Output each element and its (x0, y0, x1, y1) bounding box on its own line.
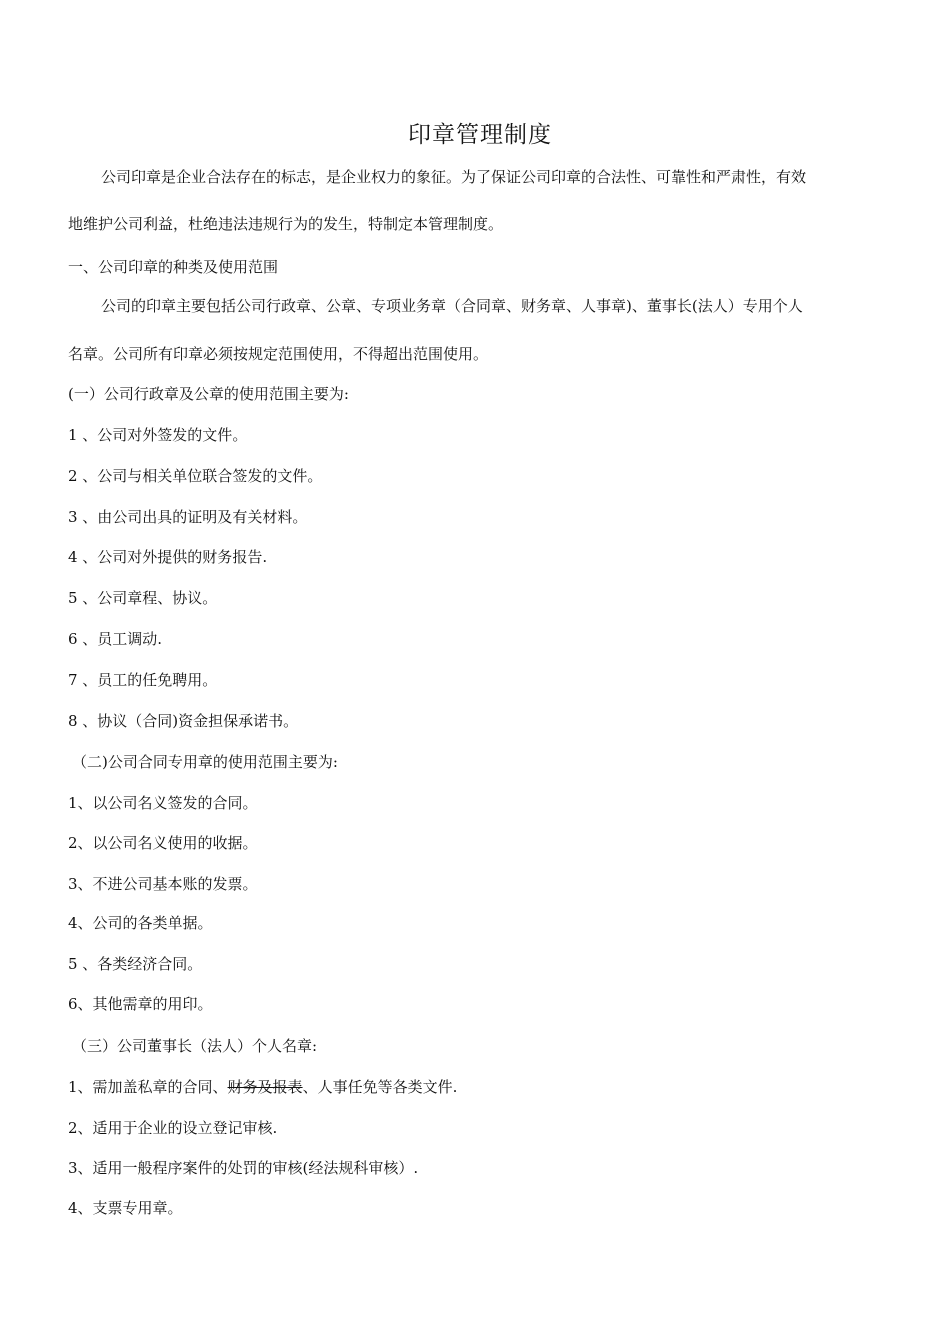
list-item: 1 、公司对外签发的文件。 (68, 426, 248, 444)
list-item (68, 1076, 457, 1097)
list-item: 2、适用于企业的设立登记审核. (68, 1119, 278, 1137)
subsection-2-heading: （二)公司合同专用章的使用范围主要为: (72, 753, 338, 771)
list-item: 1、以公司名义签发的合同。 (68, 794, 258, 812)
list-item: 6、其他需章的用印。 (68, 995, 213, 1013)
list-item-text: 1、需加盖私章的合同、 (68, 1078, 228, 1096)
list-item: 2 、公司与相关单位联合签发的文件。 (68, 467, 323, 485)
list-item: 3 、由公司出具的证明及有关材料。 (68, 508, 308, 526)
section-1-paragraph-line-2: 名章。公司所有印章必须按规定范围使用，不得超出范围使用。 (68, 345, 489, 363)
intro-line-1: 公司印章是企业合法存在的标志，是企业权力的象征。为了保证公司印章的合法性、可靠性和严肃性，有效 (101, 168, 807, 186)
intro-line-2: 地维护公司利益，杜绝违法违规行为的发生，特制定本管理制度。 (68, 215, 504, 233)
list-item: 4、支票专用章。 (68, 1199, 183, 1217)
list-item: 3、不进公司基本账的发票。 (68, 875, 258, 893)
subsection-3-heading: （三）公司董事长（法人）个人名章: (72, 1037, 318, 1055)
section-1-paragraph-line-1: 公司的印章主要包括公司行政章、公章、专项业务章（合同章、财务章、人事章)、董事长(法人）专用个人 (101, 297, 803, 315)
list-item: 3、适用一般程序案件的处罚的审核(经法规科审核）. (68, 1159, 419, 1177)
list-item: 4 、公司对外提供的财务报告. (68, 548, 268, 566)
list-item: 2、以公司名义使用的收据。 (68, 834, 258, 852)
list-item: 4、公司的各类单据。 (68, 914, 213, 932)
section-1-heading: 一、公司印章的种类及使用范围 (68, 258, 279, 276)
struck-text: 财务及报表 (227, 1078, 303, 1096)
list-item: 5 、公司章程、协议。 (68, 589, 218, 607)
list-item-text: 、人事任免等各类文件. (302, 1078, 458, 1096)
list-item: 5 、各类经济合同。 (68, 955, 203, 973)
list-item: 6 、员工调动. (68, 630, 163, 648)
list-item: 7 、员工的任免聘用。 (68, 671, 218, 689)
subsection-1-heading: (一）公司行政章及公章的使用范围主要为: (68, 385, 349, 403)
list-item: 8 、协议（合同)资金担保承诺书。 (68, 712, 299, 730)
document-title: 印章管理制度 (408, 122, 552, 148)
